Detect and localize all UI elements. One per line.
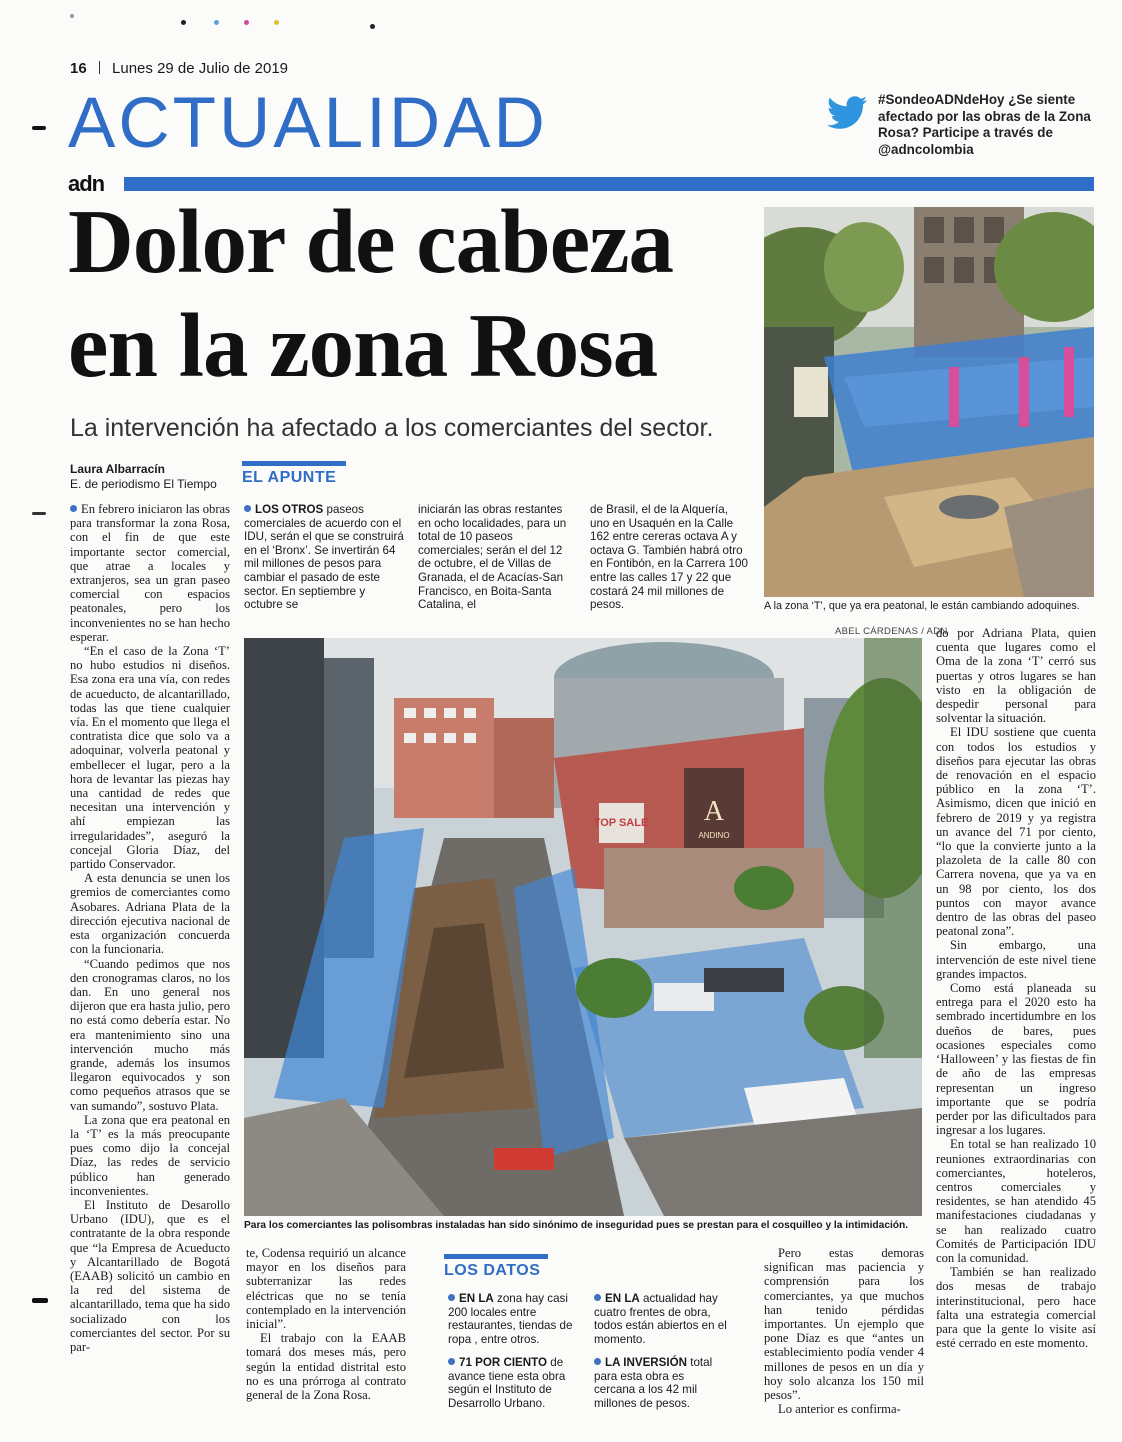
paragraph: La zona que era peatonal en la ‘T’ es la más preocupante pues como dijo la concejal Díaz, las redes de servicio público han generado inconvenientes. [70, 1112, 230, 1198]
apunte-title-text: EL APUNTE [242, 469, 337, 486]
andino-logo-letter: A [703, 796, 725, 827]
datos-lead: EN LA [459, 1292, 494, 1305]
apunte-col-2 [418, 503, 578, 612]
twitter-poll-text: #SondeoADNdeHoy ¿Se siente afectado por las obras de la Zona Rosa? Participe a través de @adncolombia [878, 92, 1091, 157]
paragraph: “Cuando pedimos que nos den cronogramas claros, no los dan. En uno general nos dijeron que era hasta julio, pero no está como debería estar. No era mantenimiento sino una intervención mucho más grande, además los insumos llegaron equivocados y son como pequeños atrasos que se van sumando”, sostuvo Plata. [70, 956, 230, 1113]
datos-text: zona hay casi 200 locales entre restaurantes, tiendas de ropa , entre otros. [448, 1292, 573, 1346]
sale-sign: TOP SALE [593, 817, 649, 829]
apunte-title [242, 461, 346, 487]
apunte-col-3 [590, 503, 750, 612]
paragraph: En febrero iniciaron las obras para transformar la zona Rosa, con el fin de que este importante sector comercial, que atrae a locales y extranjeros, sea un gran paseo comercial con espacios peatonales, pero los inconvenientes no se han hecho esperar. [70, 502, 230, 644]
section-title: ACTUALIDAD [68, 84, 548, 163]
brand-logo: adn [68, 171, 105, 196]
headline [68, 190, 758, 398]
byline [70, 462, 217, 491]
paragraph: También se han realizado dos mesas de trabajo interinstitucional, pero hace falta una estrategia comercial para que la gente lo visite así esté cerrado en este momento. [936, 1265, 1096, 1351]
apunte-text: de Brasil, el de la Alquería, uno en Usaquén en la Calle 162 entre cereras octava A y octava G. También habrá otro en Fontibón, en la Carrera 100 entre las calles 17 y 22 que costará 24 mil millones de pesos. [590, 503, 748, 612]
datos-item-2 [448, 1356, 582, 1410]
article-column-2 [246, 1246, 406, 1402]
twitter-bird-icon [826, 94, 870, 134]
paragraph: “En el caso de la Zona ‘T’ no hubo estudios ni diseños. Esa zona era una vía, con redes de acueducto, de alcantarillado, todas las que tiene cualquier vía. En el momento que llega el contratista dice que solo va a adoquinar, volverla peatonal y embellecer el lugar, pero a la hora de levantar las piezas hay una cantidad de redes que necesitan una intervención y ahí empiezan las irregularidades”, aseguró la concejal Gloria Díaz, del partido Conservador. [70, 644, 230, 872]
article-column-6 [936, 626, 1096, 1350]
datos-text: actualidad hay cuatro frentes de obra, todos están abiertos en el momento. [594, 1292, 727, 1346]
datos-item-1 [448, 1292, 582, 1346]
bullet-icon [448, 1358, 455, 1365]
page-number: 16 [70, 60, 87, 77]
headline-line-1: Dolor de cabeza [68, 191, 674, 292]
apunte-text: paseos comerciales de acuerdo con el IDU, serán el que se construirá en el ‘Bronx’. Se invertirán 64 mil millones de pesos para cambiar el pasado de este sector. En septiembre y octubre se [244, 503, 404, 612]
datos-title-bar [444, 1254, 548, 1259]
photo-zona-t-image [764, 207, 1094, 597]
datos-lead: 71 POR CIENTO [459, 1356, 548, 1369]
brand-bar-stripe [124, 177, 1094, 191]
paragraph: Pero estas demoras significan mas paciencia y comprensión para los comerciantes, ya que muchos han tenido pérdidas importantes. Un ejemplo que pone Díaz es que “antes un establecimiento podía vender 4 millones de pesos en un día y hoy solo alcanza los 150 mil pesos”. [764, 1246, 924, 1403]
datos-item-4 [594, 1356, 728, 1410]
paragraph: A esta denuncia se unen los gremios de comerciantes como Asobares. Adriana Plata de la dirección ejecutiva nacional de esta organización concuerda con la funcionaria. [70, 871, 230, 957]
photo-zona-t [764, 207, 1094, 597]
datos-title-text: LOS DATOS [444, 1262, 541, 1279]
bullet-icon [244, 505, 251, 512]
paragraph: Como está planeada su entrega para el 2020 esto ha sembrado incertidumbre en los dueños de bares, pues ocasiones especiales como ‘Halloween’ y las fiestas de fin de año de las empresas representan un ingreso importante que se podría perder por las dificultados para ingresar a los lugares. [936, 981, 1096, 1138]
paragraph: do por Adriana Plata, quien cuenta que lugares como el Oma de la zona ‘T’ cerró sus puertas y otros lugares se han visto en la obligación de despedir personal para solventar la situación. [936, 626, 1096, 726]
paragraph: El IDU sostiene que cuenta con todos los estudios y diseños para ejecutar las obras de renovación en el espacio público en la zona ‘T’. Asimismo, dicen que inició en febrero de 2019 y ya registra un avance del 71 por ciento, “lo que la convierte junto a la plazoleta de la calle 80 con Carrera novena, que ya va en un 98 por ciento, los dos puntos con mayor avance dentro de las obras del paseo peatonal zona”. [936, 725, 1096, 939]
bullet-icon [594, 1358, 601, 1365]
caption-zona-t: A la zona ‘T’, que ya era peatonal, le están cambiando adoquines. [764, 600, 1080, 612]
caption-main: Para los comerciantes las polisombras instaladas han sido sinónimo de inseguridad pues se prestan para el cosquilleo y la intimidación. [244, 1220, 909, 1231]
datos-text: total para esta obra es cercana a los 42 mil millones de pesos. [594, 1356, 713, 1410]
bullet-icon [70, 505, 77, 512]
scan-mark-left [32, 126, 46, 130]
paragraph: te, Codensa requirió un alcance mayor en los diseños para subterranizar las redes eléctricas que no se tenía contemplado en la intervención inicial”. [246, 1246, 406, 1332]
photo-main [244, 638, 922, 1216]
twitter-icon [826, 94, 870, 134]
article-column-5 [764, 1246, 924, 1416]
headline-line-2: en la zona Rosa [68, 295, 658, 396]
paragraph: Lo anterior es confirma- [778, 1402, 901, 1417]
article-column-1 [70, 502, 230, 1354]
bullet-icon [448, 1294, 455, 1301]
datos-item-3 [594, 1292, 728, 1346]
datos-lead: LA INVERSIÓN [605, 1356, 688, 1369]
apunte-col-1 [244, 503, 406, 612]
author-role: E. de periodismo El Tiempo [70, 477, 217, 491]
folio-divider [99, 61, 100, 74]
scan-mark-left [32, 512, 46, 515]
andino-sign: ANDINO [698, 831, 730, 840]
scan-mark-left [32, 1298, 48, 1303]
apunte-title-bar [242, 461, 346, 466]
datos-lead: EN LA [605, 1292, 640, 1305]
datos-title [444, 1254, 548, 1280]
paragraph: El Instituto de Desarollo Urbano (IDU), que es el contratante de la obra responde que “la Empresa de Acueducto y Alcantarillado de Bogotá (EAAB) solicitó un cambio en la red del sistema de alcantarillado, tema que ha sido socializado con los comerciantes del sector. Por su par- [70, 1197, 230, 1354]
folio [70, 60, 288, 77]
apunte-text: iniciarán las obras restantes en ocho localidades, para un total de 10 paseos comerciales; serán el del 12 de octubre, el de Villas de Granada, el de Acacías-San Francisco, en Boita-Santa Catalina, el [418, 503, 567, 612]
bullet-icon [594, 1294, 601, 1301]
paragraph: El trabajo con la EAAB tomará dos meses más, pero según la entidad distrital esto no es una prórroga al contrato general de la Zona Rosa. [246, 1331, 406, 1403]
photo-credit: ABEL CÁRDENAS / ADN [835, 626, 948, 637]
author-name: Laura Albarracín [70, 462, 165, 476]
date-line: Lunes 29 de Julio de 2019 [112, 60, 289, 77]
paragraph: En total se han realizado 10 reuniones extraordinarias con comerciantes, hoteleros, centros comerciales y residentes, se han atendido 45 manifestaciones ciudadanas y se han realizado cuatro Comités de Participación IDU con la comunidad. [936, 1137, 1096, 1265]
apunte-lead: LOS OTROS [255, 503, 324, 516]
datos-text: de avance tiene esta obra según el Instituto de Desarrollo Urbano. [448, 1356, 566, 1410]
subtitle: La intervención ha afectado a los comerciantes del sector. [70, 414, 714, 442]
photo-main-image [244, 638, 922, 1216]
scan-marks-top [66, 12, 386, 32]
paragraph: Sin embargo, una intervención de este nivel tiene grandes impactos. [936, 938, 1096, 981]
